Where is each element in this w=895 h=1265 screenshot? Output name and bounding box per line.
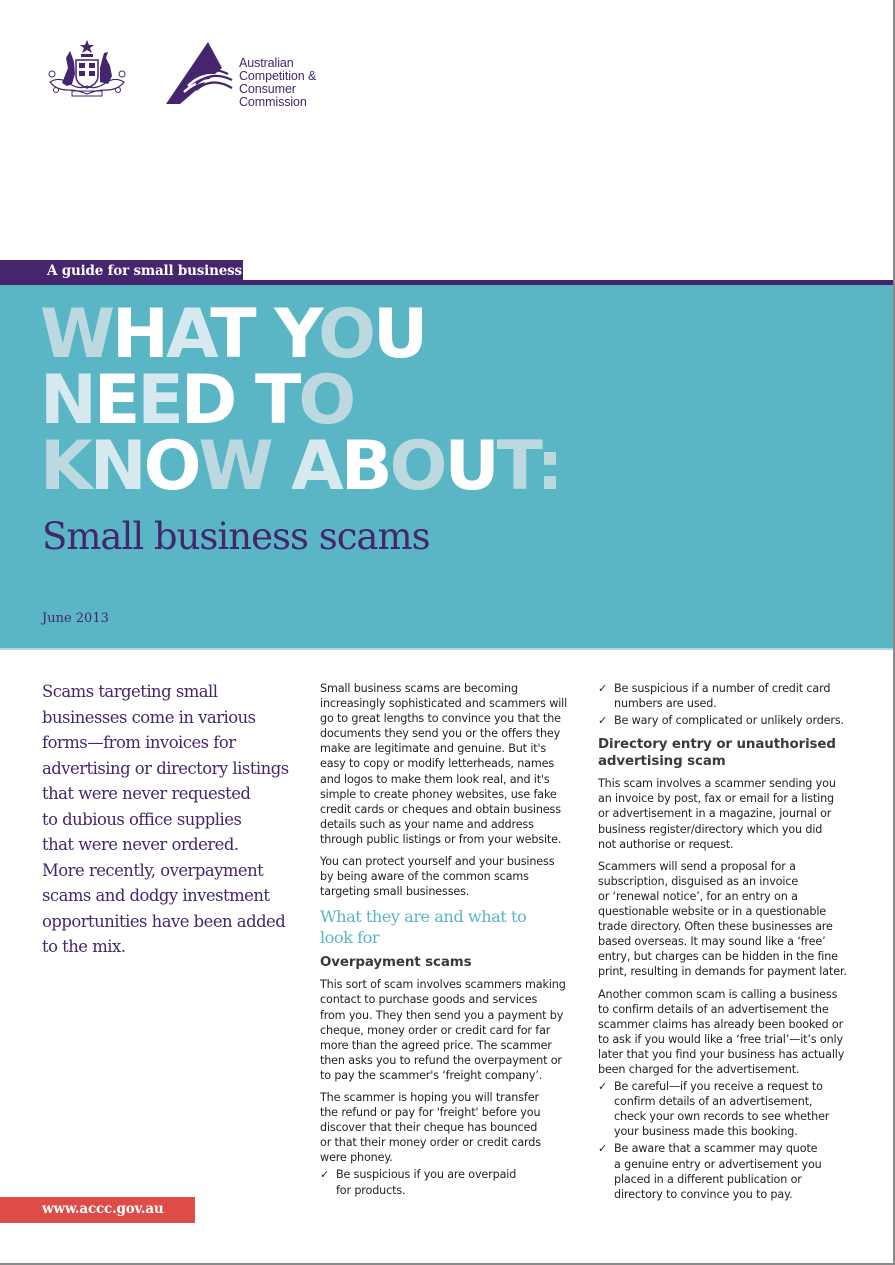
checkmark-icon: ✓: [598, 682, 608, 695]
text-line: The scammer is hoping you will transfer: [320, 1090, 539, 1104]
text-line: cheque, money order or credit card for far: [320, 1023, 551, 1037]
intro-line: to the mix.: [42, 937, 126, 956]
coat-of-arms-icon: [42, 38, 132, 104]
text-line: your business made this booking.: [614, 1125, 798, 1139]
text-line: Small business scams are becoming: [320, 682, 518, 695]
text-line: to pay the scammer's ‘freight company’.: [320, 1068, 543, 1082]
text-line: then asks you to refund the overpayment or: [320, 1053, 562, 1067]
text-line: Be careful—if you receive a request to: [614, 1080, 823, 1094]
intro-line: forms—from invoices for: [42, 733, 236, 752]
text-line: look for: [320, 928, 380, 948]
text-line: or ‘renewal notice’, for an entry on a: [598, 889, 798, 903]
text-line: directory to convince you to pay.: [614, 1187, 793, 1201]
text-line: easy to copy or modify letterheads, names: [320, 757, 555, 771]
checklist-item: [320, 1167, 582, 1197]
checkmark-icon: ✓: [598, 1080, 608, 1094]
text-line: a genuine entry or advertisement you: [614, 1157, 822, 1171]
text-line: Another common scam is calling a business: [598, 987, 838, 1001]
text-line: increasingly sophisticated and scammers will: [320, 697, 568, 711]
intro-line: businesses come in various: [42, 707, 256, 727]
directory-heading: [598, 736, 860, 770]
website-url[interactable]: www.accc.gov.au: [42, 1201, 164, 1217]
text-line: later that you find your business has actually: [598, 1047, 845, 1061]
intro-line: More recently, overpayment: [42, 860, 264, 880]
text-line: trade directory. Often these businesses are: [598, 920, 833, 934]
text-line: This scam involves a scammer sending you: [598, 777, 836, 791]
text-line: by being aware of the common scams: [320, 870, 529, 884]
paragraph: [320, 1090, 582, 1165]
text-line: Scammers will send a proposal for a: [598, 859, 796, 873]
text-line: Directory entry or unauthorised: [598, 737, 836, 753]
text-line: confirm details of an advertisement,: [614, 1095, 813, 1109]
text-line: Be suspicious if you are overpaid: [336, 1168, 517, 1182]
text-line: discover that their cheque has bounced: [320, 1121, 538, 1135]
text-line: from you. They then send you a payment by: [320, 1008, 564, 1022]
text-line: documents they send you or the offers they: [320, 727, 561, 741]
title-line: NEED TO: [40, 361, 354, 440]
text-line: contact to purchase goods and services: [320, 993, 538, 1007]
middle-column: [320, 681, 582, 1200]
text-line: not authorise or request.: [598, 837, 734, 851]
paragraph: [320, 681, 582, 847]
paragraph: [598, 859, 860, 980]
section-heading: [320, 906, 582, 948]
title-line: WHAT YOU: [40, 295, 426, 374]
text-line: targeting small businesses.: [320, 885, 470, 899]
text-line: more than the agreed price. The scammer: [320, 1038, 552, 1052]
text-line: make are legitimate and genuine. But it's: [320, 742, 547, 756]
text-line: details such as your name and address: [320, 817, 534, 831]
accc-name-line: Consumer: [239, 82, 296, 96]
paragraph: [320, 854, 582, 899]
accc-wordmark: [239, 57, 316, 109]
hero-bottom-rule: [0, 648, 893, 650]
intro-line: that were never requested: [42, 784, 251, 803]
text-line: advertising scam: [598, 754, 726, 770]
text-line: for products.: [336, 1183, 406, 1197]
text-line: simple to create phoney websites, use fake: [320, 787, 557, 801]
text-line: to ask if you would like a ‘free trial’—it’s only: [598, 1032, 843, 1046]
intro-text: [42, 679, 304, 960]
intro-line: scams and dodgy investment: [42, 886, 270, 905]
text-line: placed in a different publication or: [614, 1172, 802, 1186]
intro-line: Scams targeting small: [42, 682, 218, 701]
text-line: Be aware that a scammer may quote: [614, 1142, 818, 1156]
intro-line: opportunities have been added: [42, 911, 286, 931]
text-line: questionable website or in a questionable: [598, 905, 827, 919]
text-line: the refund or pay for 'freight' before you: [320, 1106, 541, 1120]
checklist-item: [598, 713, 860, 728]
text-line: Be suspicious if a number of credit card: [614, 682, 831, 695]
text-line: go to great lengths to convince you that the: [320, 712, 561, 726]
text-line: subscription, disguised as an invoice: [598, 874, 799, 888]
text-line: to confirm details of an advertisement the: [598, 1002, 829, 1016]
accc-name-line: Commission: [239, 95, 307, 109]
text-line: Be wary of complicated or unlikely orders.: [614, 714, 844, 728]
accc-name-line: Australian: [239, 56, 294, 70]
checkmark-icon: ✓: [598, 714, 608, 728]
guide-label: A guide for small business: [47, 263, 242, 279]
paragraph: [598, 987, 860, 1078]
checklist-item: [598, 1079, 860, 1139]
publication-date: June 2013: [42, 611, 109, 626]
overpayment-heading: Overpayment scams: [320, 955, 472, 971]
text-line: This sort of scam involves scammers making: [320, 978, 566, 992]
page-title: [40, 295, 561, 506]
accc-emblem-icon: [166, 40, 234, 106]
checklist-item: [598, 1141, 860, 1201]
accc-name-line: Competition &: [239, 69, 317, 83]
text-line: been charged for the advertisement.: [598, 1062, 800, 1076]
text-line: business register/directory which you did: [598, 822, 823, 836]
text-line: through public listings or from your website.: [320, 832, 562, 846]
text-line: an invoice by post, fax or email for a listing: [598, 792, 834, 806]
checkmark-icon: ✓: [598, 1142, 608, 1156]
website-link-bar[interactable]: [0, 1197, 195, 1223]
text-line: or that their money order or credit cards: [320, 1136, 541, 1150]
text-line: based overseas. It may sound like a ‘free’: [598, 935, 826, 949]
text-line: or advertisement in a magazine, journal or: [598, 807, 832, 821]
checklist-item: [598, 681, 860, 711]
text-line: print, resulting in demands for payment later.: [598, 965, 847, 979]
title-line: KNOW ABOUT:: [40, 427, 561, 506]
text-line: were phoney.: [320, 1151, 393, 1165]
paragraph: [320, 977, 582, 1083]
right-column: [598, 681, 860, 1204]
intro-line: to dubious office supplies: [42, 809, 242, 829]
text-line: check your own records to see whether: [614, 1110, 830, 1124]
page-subtitle: Small business scams: [42, 515, 430, 558]
intro-line: that were never ordered.: [42, 835, 239, 854]
intro-line: advertising or directory listings: [42, 758, 289, 778]
paragraph: [598, 776, 860, 851]
checkmark-icon: ✓: [320, 1168, 330, 1182]
text-line: and logos to make them look real, and it's: [320, 772, 550, 786]
text-line: scammer claims has already been booked or: [598, 1017, 844, 1031]
text-line: You can protect yourself and your business: [320, 855, 555, 869]
text-line: What they are and what to: [320, 907, 527, 927]
text-line: entry, but charges can be hidden in the fine: [598, 950, 838, 964]
text-line: credit cards or cheques and obtain business: [320, 802, 561, 816]
text-line: numbers are used.: [614, 697, 717, 711]
